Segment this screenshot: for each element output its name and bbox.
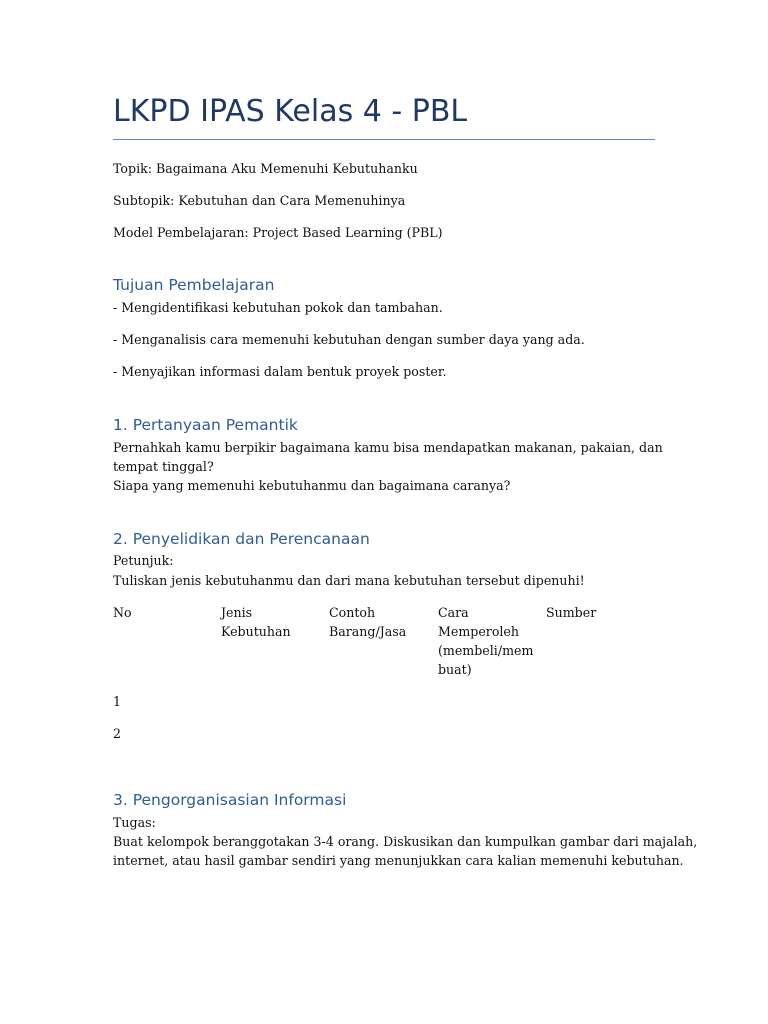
model-line: Model Pembelajaran: Project Based Learning (PBL) bbox=[113, 225, 443, 240]
document-title: LKPD IPAS Kelas 4 - PBL bbox=[113, 94, 468, 129]
header-cara: Memperoleh bbox=[438, 624, 519, 639]
section1-line: tempat tinggal? bbox=[113, 459, 214, 474]
topik-line: Topik: Bagaimana Aku Memenuhi Kebutuhanku bbox=[113, 161, 418, 176]
header-contoh: Contoh bbox=[329, 605, 376, 620]
tujuan-item: - Mengidentifikasi kebutuhan pokok dan tambahan. bbox=[113, 300, 443, 315]
section1-line: Siapa yang memenuhi kebutuhanmu dan bagaimana caranya? bbox=[113, 478, 511, 493]
header-sumber: Sumber bbox=[546, 605, 597, 620]
section2-heading: 2. Penyelidikan dan Perencanaan bbox=[113, 530, 370, 548]
section3-line: Buat kelompok beranggotakan 3-4 orang. Diskusikan dan kumpulkan gambar dari majalah, bbox=[113, 834, 698, 849]
section1-heading: 1. Pertanyaan Pemantik bbox=[113, 416, 298, 434]
header-jenis: Jenis bbox=[221, 605, 253, 620]
section3-heading: 3. Pengorganisasian Informasi bbox=[113, 791, 347, 809]
section3-line: internet, atau hasil gambar sendiri yang menunjukkan cara kalian memenuhi kebutuhan. bbox=[113, 853, 684, 868]
title-underline bbox=[113, 139, 655, 140]
header-contoh: Barang/Jasa bbox=[329, 624, 407, 639]
section3-line: Tugas: bbox=[113, 815, 156, 830]
section2-line: Petunjuk: bbox=[113, 553, 174, 568]
header-cara: Cara bbox=[438, 605, 469, 620]
table-row-number: 2 bbox=[113, 726, 122, 741]
section1-line: Pernahkah kamu berpikir bagaimana kamu bisa mendapatkan makanan, pakaian, dan bbox=[113, 440, 663, 455]
tujuan-item: - Menganalisis cara memenuhi kebutuhan dengan sumber daya yang ada. bbox=[113, 332, 585, 347]
section2-line: Tuliskan jenis kebutuhanmu dan dari mana kebutuhan tersebut dipenuhi! bbox=[113, 573, 585, 588]
header-no: No bbox=[113, 605, 132, 620]
header-cara: buat) bbox=[438, 662, 472, 677]
header-jenis: Kebutuhan bbox=[221, 624, 291, 639]
tujuan-item: - Menyajikan informasi dalam bentuk proyek poster. bbox=[113, 364, 447, 379]
tujuan-heading: Tujuan Pembelajaran bbox=[113, 276, 275, 294]
header-cara: (membeli/mem bbox=[438, 643, 534, 658]
table-row-number: 1 bbox=[113, 694, 122, 709]
subtopik-line: Subtopik: Kebutuhan dan Cara Memenuhinya bbox=[113, 193, 406, 208]
